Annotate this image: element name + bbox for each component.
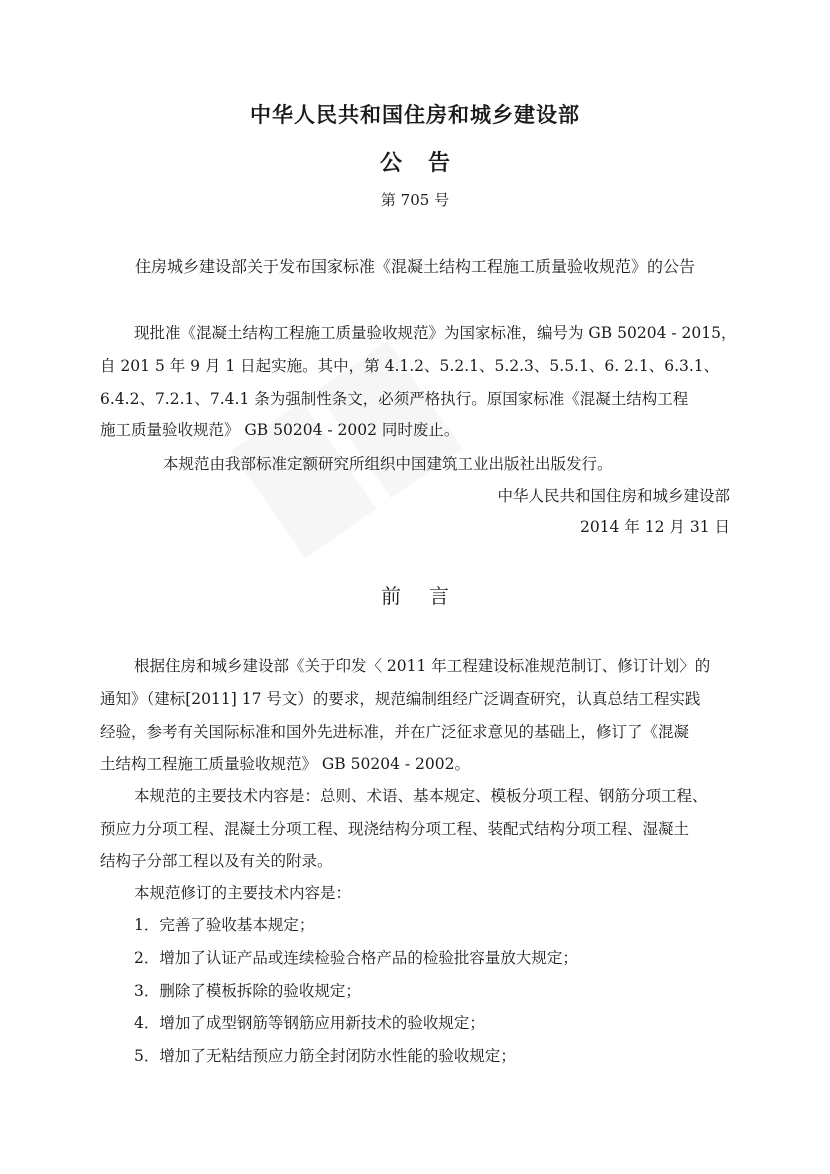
announcement-paragraph-2: 本规范由我部标准定额研究所组织中国建筑工业出版社出版发行。 — [163, 455, 613, 473]
list-item: 5．增加了无粘结预应力筋全封闭防水性能的验收规定； — [134, 1047, 516, 1065]
announcement-number: 第 705 号 — [380, 191, 450, 209]
preface-paragraph-line: 土结构工程施工质量验收规范》 GB 50204 - 2002。 — [100, 755, 470, 773]
list-item: 1．完善了验收基本规定； — [134, 916, 315, 934]
preface-paragraph-line: 结构子分部工程以及有关的附录。 — [100, 852, 333, 870]
announcement-subject: 住房城乡建设部关于发布国家标准《混凝土结构工程施工质量验收规范》的公告 — [134, 257, 695, 276]
preface-paragraph-line: 经验，参考有关国际标准和国外先进标准，并在广泛征求意见的基础上，修订了《混凝 — [100, 723, 690, 741]
announcement-heading: 公告 — [379, 150, 476, 176]
announcement-paragraph-line: 施工质量验收规范》 GB 50204 - 2002 同时废止。 — [100, 421, 460, 439]
preface-paragraph-line: 本规范的主要技术内容是：总则、术语、基本规定、模板分项工程、钢筋分项工程、 — [134, 787, 708, 805]
preface-title: 前言 — [381, 584, 477, 608]
announcement-paragraph-line: 6.4.2、7.2.1、7.4.1 条为强制性条文，必须严格执行。原国家标准《混凝土结构工程 — [100, 390, 689, 408]
announcement-paragraph-line: 现批准《混凝土结构工程施工质量验收规范》为国家标准，编号为 GB 50204 - 2015， — [134, 324, 737, 342]
announcement-date: 2014 年 12 月 31 日 — [579, 518, 730, 536]
signature: 中华人民共和国住房和城乡建设部 — [497, 487, 730, 505]
preface-paragraph-3: 本规范修订的主要技术内容是： — [134, 884, 352, 902]
announcement-paragraph-line: 自 201 5 年 9 月 1 日起实施。其中，第 4.1.2、5.2.1、5.2.3、5.5.1、6. 2.1、6.3.1、 — [100, 357, 720, 375]
list-item: 2．增加了认证产品或连续检验合格产品的检验批容量放大规定； — [134, 949, 578, 967]
list-item: 4．增加了成型钢筋等钢筋应用新技术的验收规定； — [134, 1014, 485, 1032]
preface-paragraph-line: 根据住房和城乡建设部《关于印发〈 2011 年工程建设标准规范制订、修订计划〉的 — [134, 657, 711, 675]
preface-paragraph-line: 通知》（建标[2011] 17 号文）的要求，规范编制组经广泛调查研究，认真总结工程实践 — [100, 690, 701, 708]
preface-paragraph-line: 预应力分项工程、混凝土分项工程、现浇结构分项工程、装配式结构分项工程、湿凝土 — [100, 820, 690, 838]
department-title: 中华人民共和国住房和城乡建设部 — [250, 102, 580, 127]
list-item: 3．删除了模板拆除的验收规定； — [134, 982, 361, 1000]
